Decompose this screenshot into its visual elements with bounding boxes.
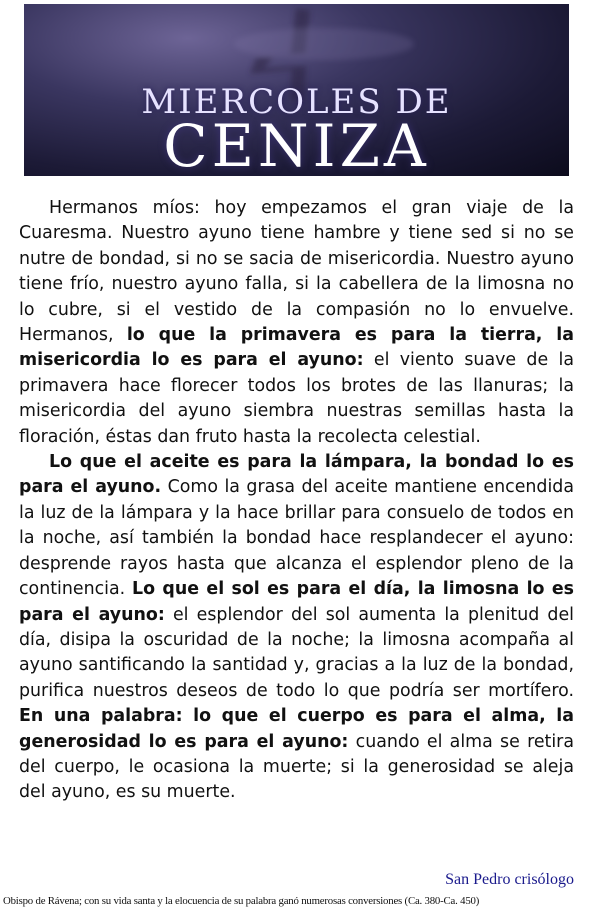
attribution-author: San Pedro crisólogo — [445, 871, 574, 888]
banner-title-line2: CENIZA — [163, 112, 430, 176]
paragraph-2 — [19, 450, 574, 806]
sermon-text — [19, 196, 574, 806]
text-segment: Como la grasa del aceite mantiene encendida la luz de la lámpara y la hace brillar para consuelo de todos en la noche, así también la bondad hace resplandecer el ayuno: desprende rayos hasta que alcanza el esplendor pleno de la continencia. — [19, 477, 574, 600]
text-segment: cuando el alma se retira del cuerpo, le ocasiona la muerte; si la generosidad se aleja del ayuno, es su muerte. — [19, 731, 574, 803]
bold-text-segment: Lo que el sol es para el día, la limosna lo es para el ayuno: — [19, 579, 574, 625]
header-banner-image — [24, 4, 569, 176]
text-segment: el esplendor del sol aumenta la plenitud del día, disipa la oscuridad de la noche; la limosna acompaña al ayuno santificando la santidad y, gracias a la luz de la bondad, purifica nuestros deseos de todo lo que podría ser mortífero. — [19, 604, 575, 701]
bold-text-segment: lo que la primavera es para la tierra, la misericordia lo es para el ayuno: — [19, 325, 574, 371]
paragraph-1 — [19, 196, 574, 450]
bold-text-segment: Lo que el aceite es para la lámpara, la bondad lo es para el ayuno. — [19, 452, 574, 498]
author-footnote: Obispo de Rávena; con su vida santa y la elocuencia de su palabra ganó numerosas conversiones (Ca. 380-Ca. 450) — [3, 895, 480, 907]
banner-title-line1: MIERCOLES DE — [141, 82, 452, 122]
bold-text-segment: En una palabra: lo que el cuerpo es para el alma, la generosidad lo es para el ayuno: — [19, 706, 574, 752]
text-segment: Hermanos míos: hoy empezamos el gran viaje de la Cuaresma. Nuestro ayuno tiene hambre y tiene sed si no se nutre de bondad, si no se sacia de misericordia. Nuestro ayuno tiene frío, nuestro ayuno falla, si la cabellera de la limosna no lo cubre, si el vestido de la compasión no lo envuelve. Hermanos, — [19, 198, 574, 346]
text-segment: el viento suave de la primavera hace florecer todos los brotes de las llanuras; la misericordia del ayuno siembra nuestras semillas hasta la floración, éstas dan fruto hasta la recolecta celestial. — [19, 350, 574, 447]
